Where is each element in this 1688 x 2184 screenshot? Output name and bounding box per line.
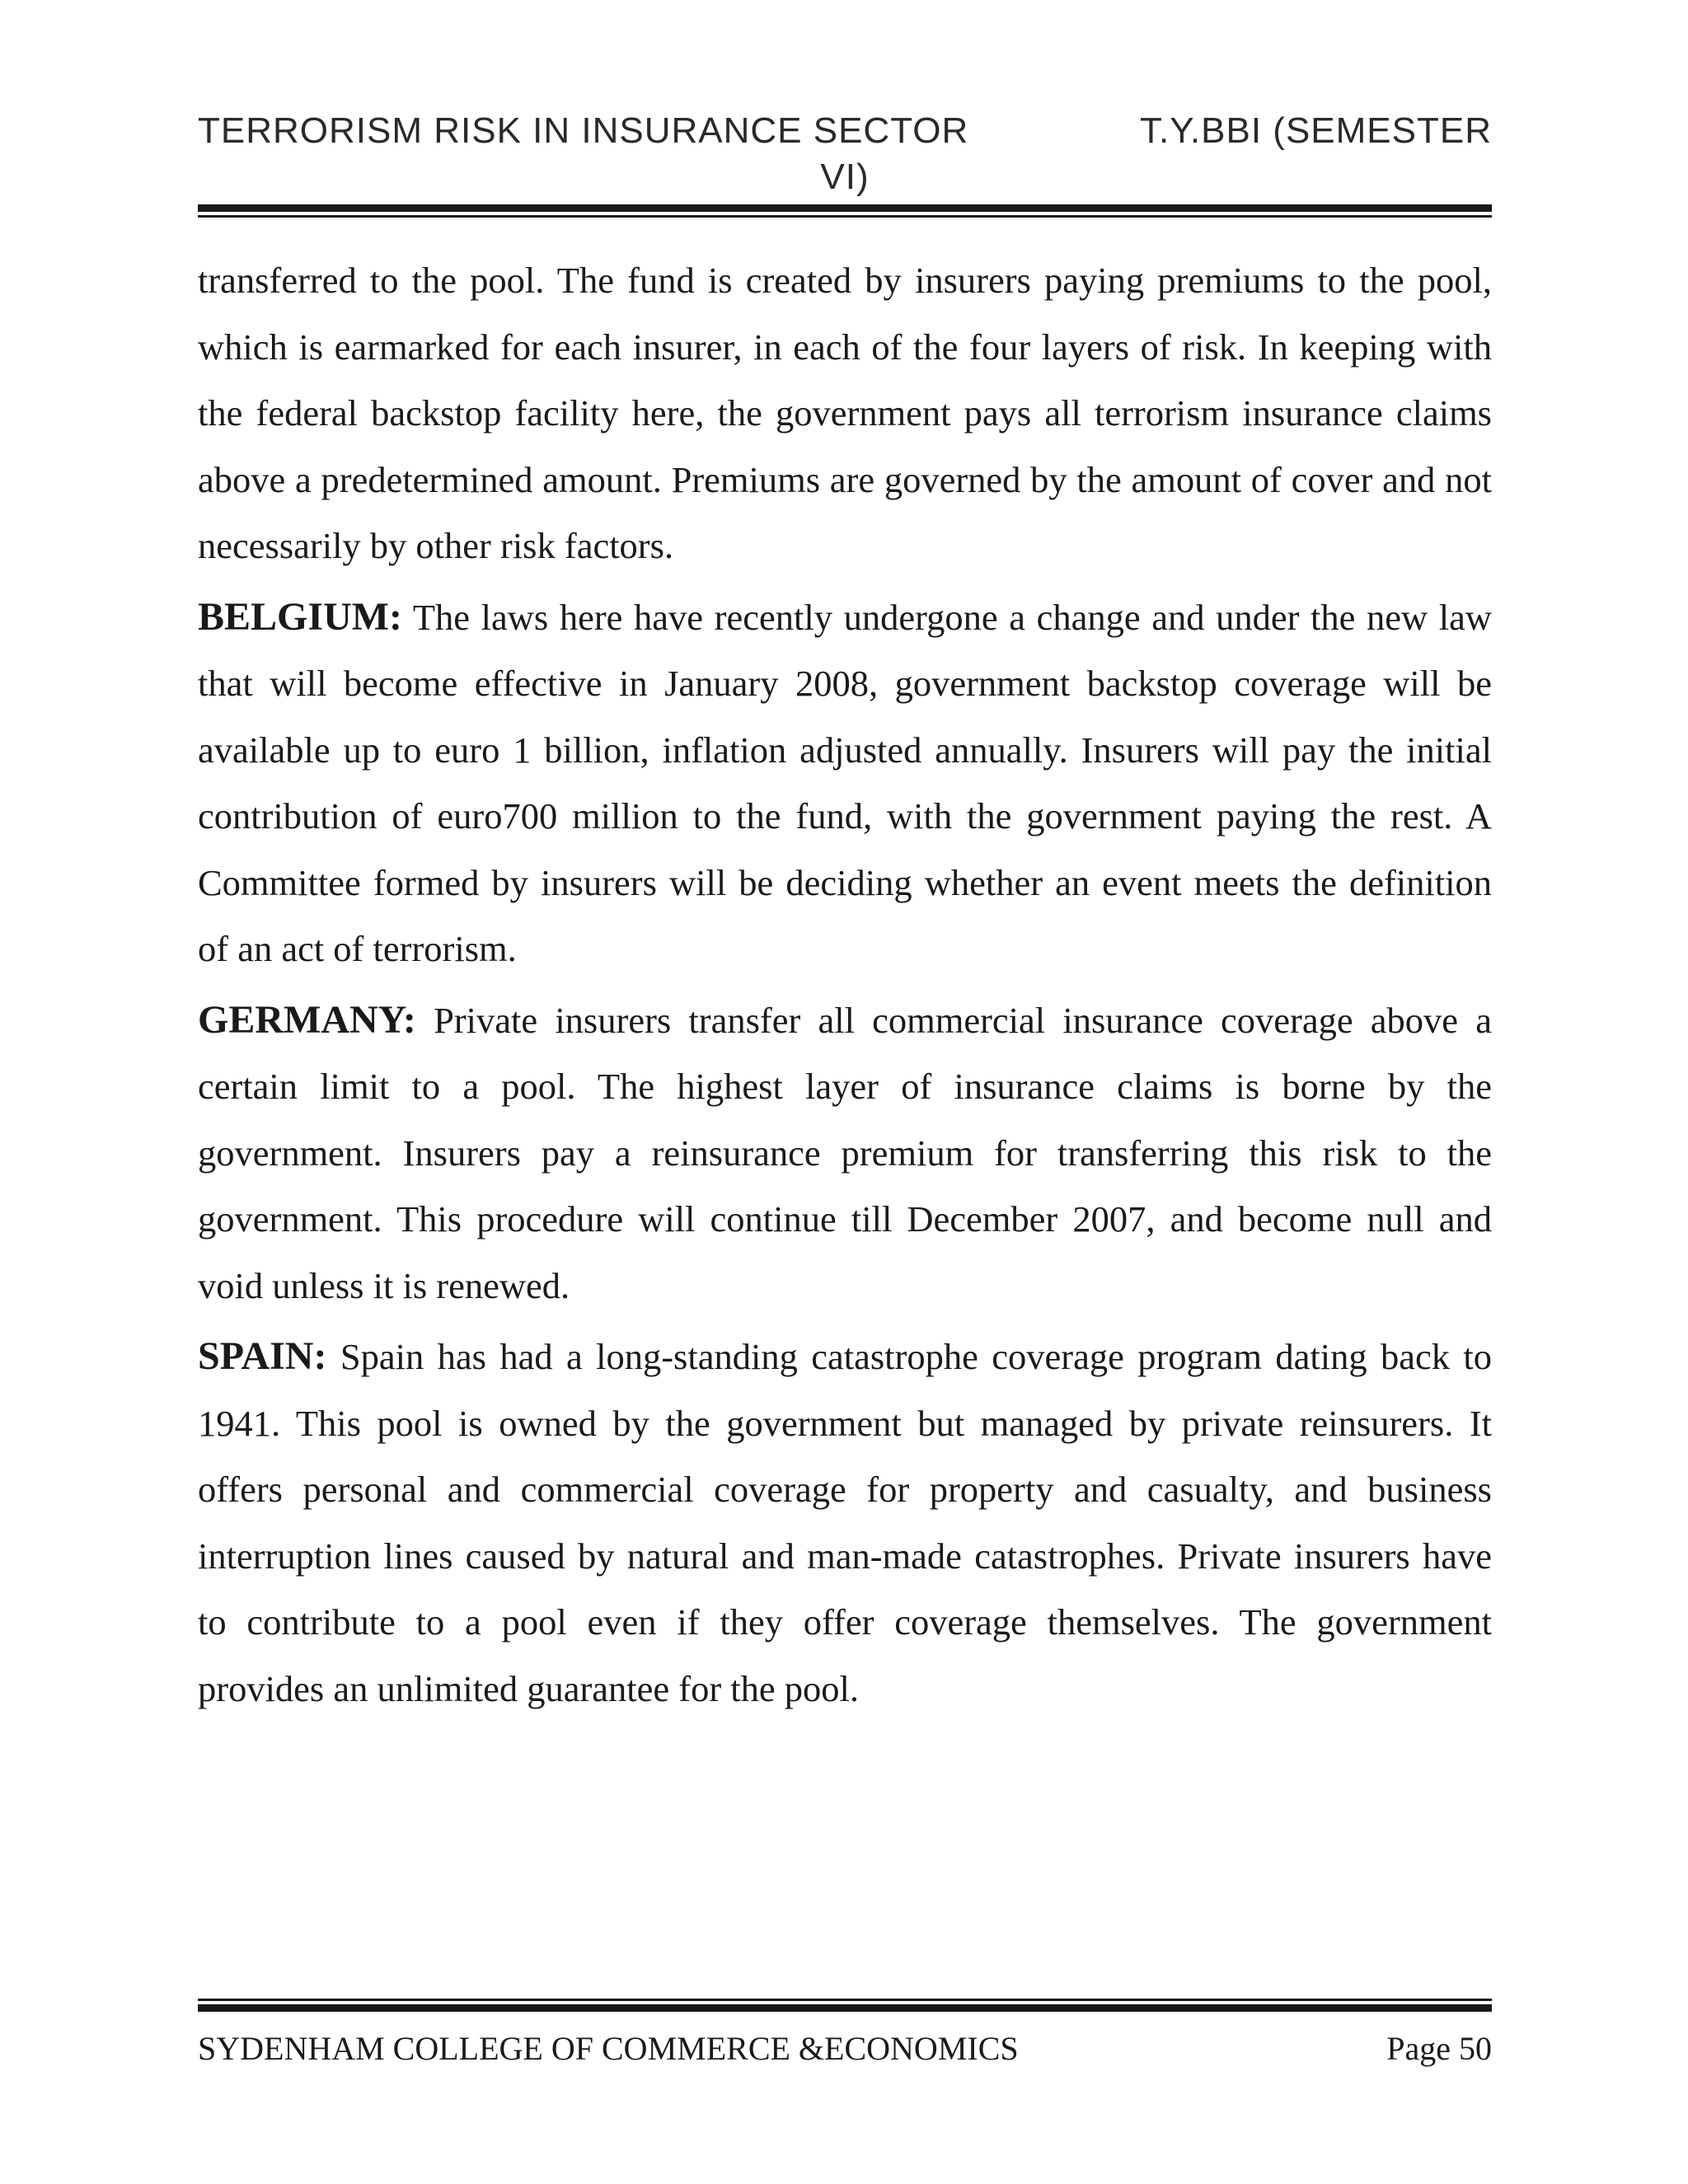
footer-college: SYDENHAM COLLEGE OF COMMERCE &ECONOMICS: [198, 2030, 1019, 2067]
header-rule-thin: [198, 215, 1492, 218]
section-belgium: [198, 584, 1492, 982]
page-body: [198, 247, 1492, 1727]
header-course: T.Y.BBI (SEMESTER: [1140, 110, 1492, 151]
section-heading: BELGIUM:: [198, 594, 403, 639]
footer-rule-thick: [198, 2004, 1492, 2012]
section-text: The laws here have recently undergone a change and under the new law that will become effective in January 2008, government backstop coverage will be available up to euro 1 billion, inflation adjusted annually. Insurers will pay the initial contribution of euro700 million to the fund, with the government paying the rest. A Committee formed by insurers will be deciding whether an event meets the definition of an act of terrorism.: [198, 596, 1492, 969]
footer-rule-thin: [198, 1999, 1492, 2001]
section-text: Spain has had a long-standing catastrophe coverage program dating back to 1941. This pool is owned by the government but managed by private reinsurers. It offers personal and commercial coverage for property and casualty, and business interruption lines caused by natural and man-made catastrophes. Private insurers have to contribute to a pool even if they offer coverage themselves. The government provides an unlimited guarantee for the pool.: [198, 1336, 1493, 1709]
header-title: TERRORISM RISK IN INSURANCE SECTOR: [198, 110, 969, 151]
intro-paragraph: transferred to the pool. The fund is created by insurers paying premiums to the pool, which is earmarked for each insurer, in each of the four layers of risk. In keeping with the federal backstop facility here, the government pays all terrorism insurance claims above a predetermined amount. Premiums are governed by the amount of cover and not necessarily by other risk factors.: [198, 260, 1492, 566]
section-heading: GERMANY:: [198, 997, 416, 1042]
section-spain: [198, 1324, 1492, 1722]
section-germany: [198, 987, 1492, 1319]
section-text: Private insurers transfer all commercial insurance coverage above a certain limit to a pool. The highest layer of insurance claims is borne by the government. Insurers pay a reinsurance premium for transferring this risk to the government. This procedure will continue till December 2007, and become null and void unless it is renewed.: [198, 999, 1492, 1306]
page-number: Page 50: [1386, 2030, 1492, 2067]
section-heading: SPAIN:: [198, 1334, 327, 1378]
header-rule-thick: [198, 204, 1492, 212]
page-header: [198, 97, 1492, 213]
header-course-continuation: VI): [820, 157, 870, 197]
